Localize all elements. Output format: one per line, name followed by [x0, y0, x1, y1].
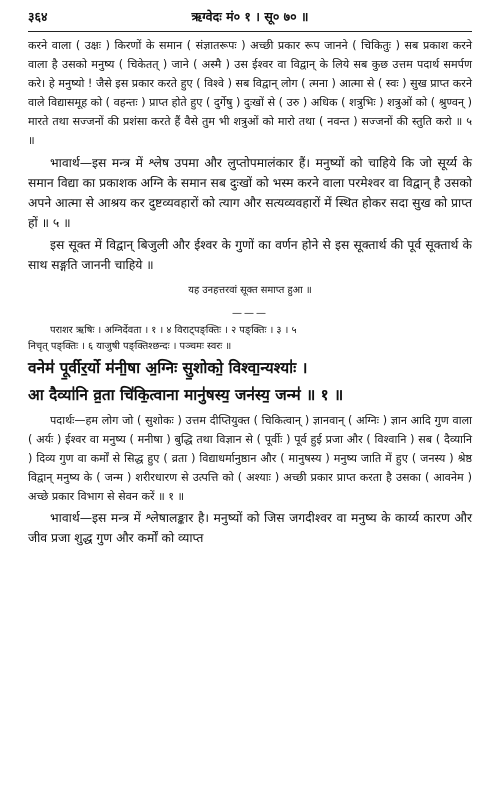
page-header [28, 8, 472, 26]
page-number: ३६४ [28, 9, 48, 24]
sukta-summary-paragraph: इस सूक्त में विद्वान् बिजुली और ईश्वर के गुणों का वर्णन होने से इस सूक्तार्थ की पूर्व सूक्तार्थ के साथ सङ्गति जाननी चाहिये ॥ [28, 237, 472, 272]
section-separator: ——— [232, 307, 268, 319]
commentary-paragraph: करने वाला ( उक्षः ) किरणों के समान ( संज्ञातरूपः ) अच्छी प्रकार रूप जानने ( चिकितुः ) सब प्रकाश करने वाला है उसको मनुष्य ( चिकेतत् ) जाने ( अस्मै ) उस ईश्वर वा विद्वान् के लिये सब कुछ उत्तम पदार्थ समर्पण करे। हे मनुष्यो ! जैसे इस प्रकार करते हुए ( विश्वे ) सब विद्वान् लोग ( त्मना ) आत्मा से ( स्वः ) सुख प्राप्त करने वाले विद्यासमूह को ( वहन्तः ) प्राप्त होते हुए ( दुर्गेषु ) दुःखों से ( उरु ) अधिक ( शत्रुभिः ) शत्रुओं को ( श्रुण्वन् ) मारते तथा सज्जनों की प्रशंसा करते हैं वैसे तुम भी शत्रुओं को मारो तथा ( नवन्त ) सज्जनों की स्तुति करो ॥ ५ ॥ [28, 39, 472, 148]
page-body [28, 36, 472, 548]
bhavartha-paragraph-2: भावार्थ—इस मन्त्र में श्लेषालङ्कार है। मनुष्यों को जिस जगदीश्वर वा मनुष्य के कार्य्य कारण और जीव प्रजा शुद्ध गुण और कर्मों को व्याप्त [28, 511, 472, 546]
header-rule [28, 31, 472, 32]
mantra-line-1: वनेम॑ पू॒र्वीर॒र्यो म॑नी॒षा अ॒ग्निः सु॒शोको॒ विश्वा॒न्यश्याः॑ । [28, 358, 308, 377]
spacer [28, 275, 472, 283]
padartha-paragraph: पदार्थः—हम लोग जो ( सुशोकः ) उत्तम दीप्तियुक्त ( चिकित्वान् ) ज्ञानवान् ( अग्निः ) ज्ञान आदि गुण वाला ( अर्यः ) ईश्वर वा मनुष्य ( मनीषा ) बुद्धि तथा विज्ञान से ( पूर्वीः ) पूर्व हुई प्रजा और ( विश्वानि ) सब ( दैव्यानि ) दिव्य गुण वा कर्मों से सिद्ध हुए ( व्रता ) विद्याधर्मानुष्ठान और ( मानुषस्य ) मनुष्य जाति में हुए ( जनस्य ) श्रेष्ठ विद्वान् मनुष्य के ( जन्म ) शरीरधारण से उत्पत्ति को ( अश्याः ) अच्छी प्रकार प्राप्त करता है उसका ( आवनेम ) अच्छे प्रकार विभाग से सेवन करें ॥ १ ॥ [28, 413, 472, 503]
sukta-colophon: यह उनहत्तरवां सूक्त समाप्त हुआ ॥ [188, 284, 312, 296]
rishi-devata-line-1: पराशर ऋषिः । अग्निर्देवता । १ । ४ विराट्पङ्क्तिः । २ पङ्क्तिः । ३ । ५ [50, 324, 297, 336]
spacer [28, 299, 472, 307]
bhavartha-paragraph: भावार्थ—इस मन्त्र में श्लेष उपमा और लुप्तोपमालंकार हैं। मनुष्यों को चाहिये कि जो सूर्य्य के समान विद्या का प्रकाशक अग्नि के समान सब दुःखों को भस्म करने वाला परमेश्वर वा विद्वान् है उसको अपने आत्मा से आश्रय कर दुष्टव्यवहारों को त्याग और सत्यव्यवहारों में स्थित होकर सदा सुख को प्राप्त हों ॥ ५ ॥ [28, 155, 472, 230]
mantra-line-2: आ दैव्या॑नि व्र॒ता चि॑कि॒त्वाना मानु॑षस्य॒ जन॑स्य॒ जन्म॑ ॥ १ ॥ [28, 385, 344, 404]
running-title: ऋग्वेदः मं० १ । सू० ७० ॥ [191, 9, 309, 24]
rishi-devata-line-2: निचृत् पङ्क्तिः । ६ याजुषी पङ्क्तिश्छन्दः । पञ्चमः स्वरः ॥ [28, 340, 232, 352]
